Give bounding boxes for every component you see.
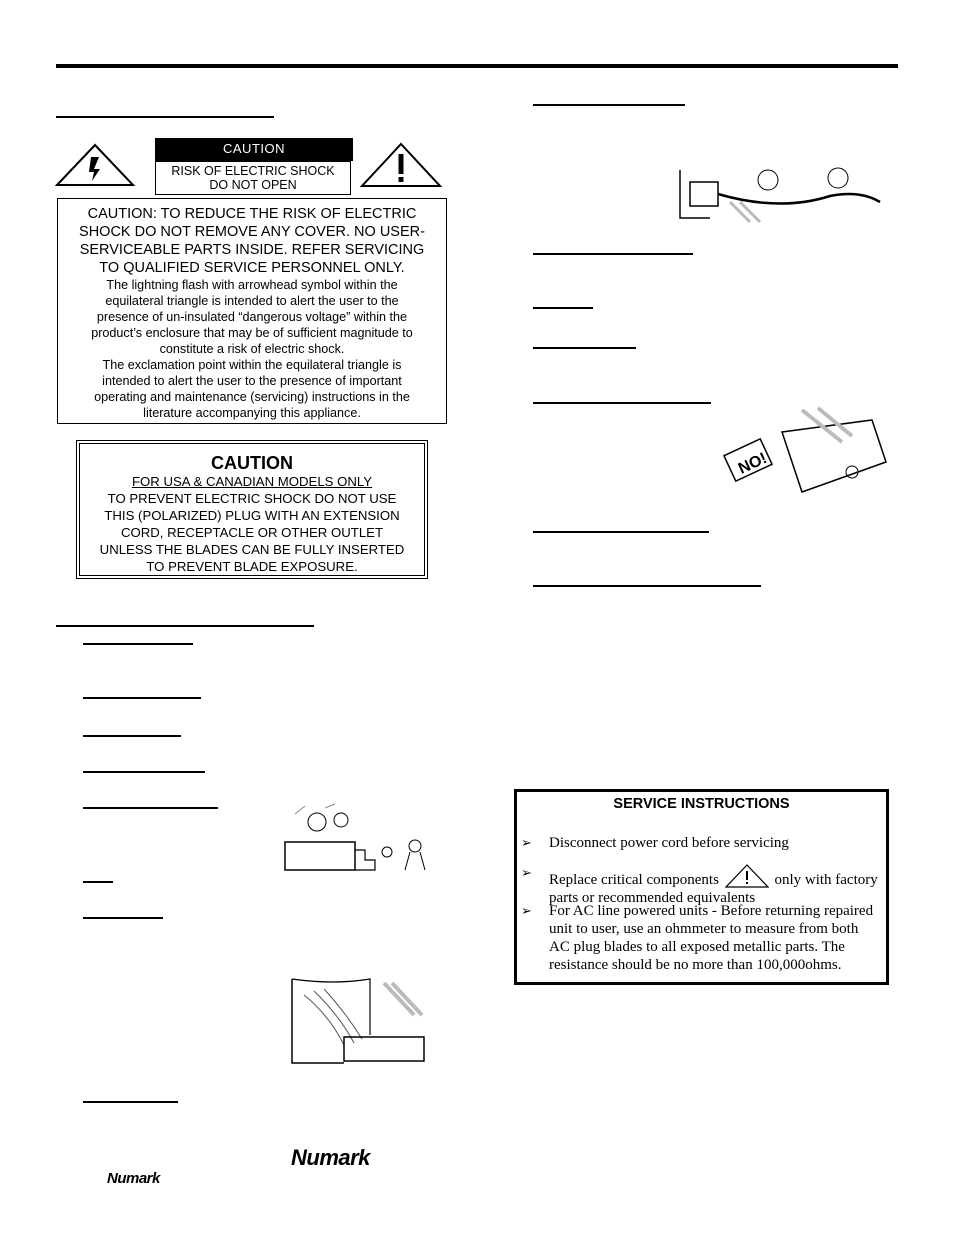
service-item: [521, 834, 880, 852]
item-underline: [83, 771, 205, 773]
caution-triangle-icon: [725, 864, 769, 888]
notice-line: constitute a risk of electric shock.: [159, 342, 345, 356]
caution-label-line: DO NOT OPEN: [209, 178, 297, 192]
service-item-text: For AC line powered units - Before returning repaired: [549, 903, 874, 919]
numark-logo-small: Numark: [107, 1170, 160, 1187]
caution-notice: [57, 198, 447, 424]
plug-caution-line: TO PREVENT ELECTRIC SHOCK DO NOT USE: [107, 491, 397, 506]
item-underline: [533, 402, 711, 404]
heading-underline: [56, 116, 274, 118]
notice-line: The lightning flash with arrowhead symbol within the: [106, 278, 398, 292]
notice-line: equilateral triangle is intended to alert the user to the: [105, 294, 399, 308]
service-item-text: only with factory: [774, 872, 878, 888]
service-item-text: resistance should be no more than 100,000ohms.: [549, 957, 842, 973]
unit-stability-illustration: [265, 802, 435, 876]
item-underline: [83, 735, 181, 737]
notice-line: literature accompanying this appliance.: [143, 406, 361, 420]
item-underline: [83, 643, 193, 645]
exclamation-warning-icon: [360, 142, 442, 188]
bullet-arrow-icon: ➢: [521, 903, 532, 918]
item-underline: [83, 881, 113, 883]
notice-line: presence of un-insulated “dangerous voltage” within the: [96, 310, 408, 324]
water-exposure-illustration: [284, 975, 456, 1071]
lightning-warning-icon: [55, 143, 135, 187]
item-underline: [533, 531, 709, 533]
plug-caution-line: THIS (POLARIZED) PLUG WITH AN EXTENSION: [104, 508, 400, 523]
service-item: [521, 902, 880, 974]
service-item-text: parts or recommended equivalents: [549, 890, 756, 906]
caution-label-title: CAUTION: [155, 138, 353, 161]
service-title: SERVICE INSTRUCTIONS: [613, 796, 790, 812]
plug-caution-box: [76, 440, 428, 579]
plug-caution-subtitle: FOR USA & CANADIAN MODELS ONLY: [131, 474, 373, 489]
item-underline: [533, 307, 593, 309]
svg-text:NO!: NO!: [735, 449, 770, 478]
service-instructions-box: [514, 789, 889, 985]
notice-line: SERVICEABLE PARTS INSIDE. REFER SERVICING: [79, 242, 425, 258]
service-item-text: Replace critical components: [549, 872, 719, 888]
plug-caution-line: TO PREVENT BLADE EXPOSURE.: [146, 559, 358, 574]
bullet-arrow-icon: ➢: [521, 865, 532, 880]
notice-line: TO QUALIFIED SERVICE PERSONNEL ONLY.: [99, 260, 405, 276]
notice-line: operating and maintenance (servicing) instructions in the: [94, 390, 410, 404]
header-rule: [56, 64, 898, 68]
item-underline: [533, 253, 693, 255]
numark-logo-large: Numark: [291, 1145, 370, 1170]
notice-line: The exclamation point within the equilateral triangle is: [102, 358, 402, 372]
plug-caution-line: UNLESS THE BLADES CAN BE FULLY INSERTED: [99, 542, 405, 557]
item-underline: [83, 697, 201, 699]
heading-underline: [533, 104, 685, 106]
item-underline: [83, 1101, 178, 1103]
notice-line: CAUTION: TO REDUCE THE RISK OF ELECTRIC: [87, 206, 417, 222]
item-underline: [533, 585, 761, 587]
plug-caution-title: CAUTION: [211, 453, 293, 473]
heading-underline: [56, 625, 314, 627]
service-item-text: unit to user, use an ohmmeter to measure from both: [549, 921, 859, 937]
item-underline: [533, 347, 636, 349]
bullet-arrow-icon: ➢: [521, 835, 532, 850]
service-item-text: Disconnect power cord before servicing: [549, 835, 789, 851]
item-underline: [83, 917, 163, 919]
service-item-text: AC plug blades to all exposed metallic parts. The: [549, 939, 845, 955]
caution-label-line: RISK OF ELECTRIC SHOCK: [171, 164, 335, 178]
power-cord-illustration: [670, 162, 886, 224]
notice-line: product’s enclosure that may be of sufficient magnitude to: [91, 326, 413, 340]
caution-label-text: [155, 161, 351, 195]
item-underline: [83, 807, 218, 809]
service-item: [521, 864, 880, 907]
notice-line: intended to alert the user to the presence of important: [102, 374, 402, 388]
notice-line: SHOCK DO NOT REMOVE ANY COVER. NO USER-: [79, 224, 425, 240]
plug-caution-line: CORD, RECEPTACLE OR OTHER OUTLET: [120, 525, 384, 540]
do-not-open-illustration: [722, 402, 890, 500]
